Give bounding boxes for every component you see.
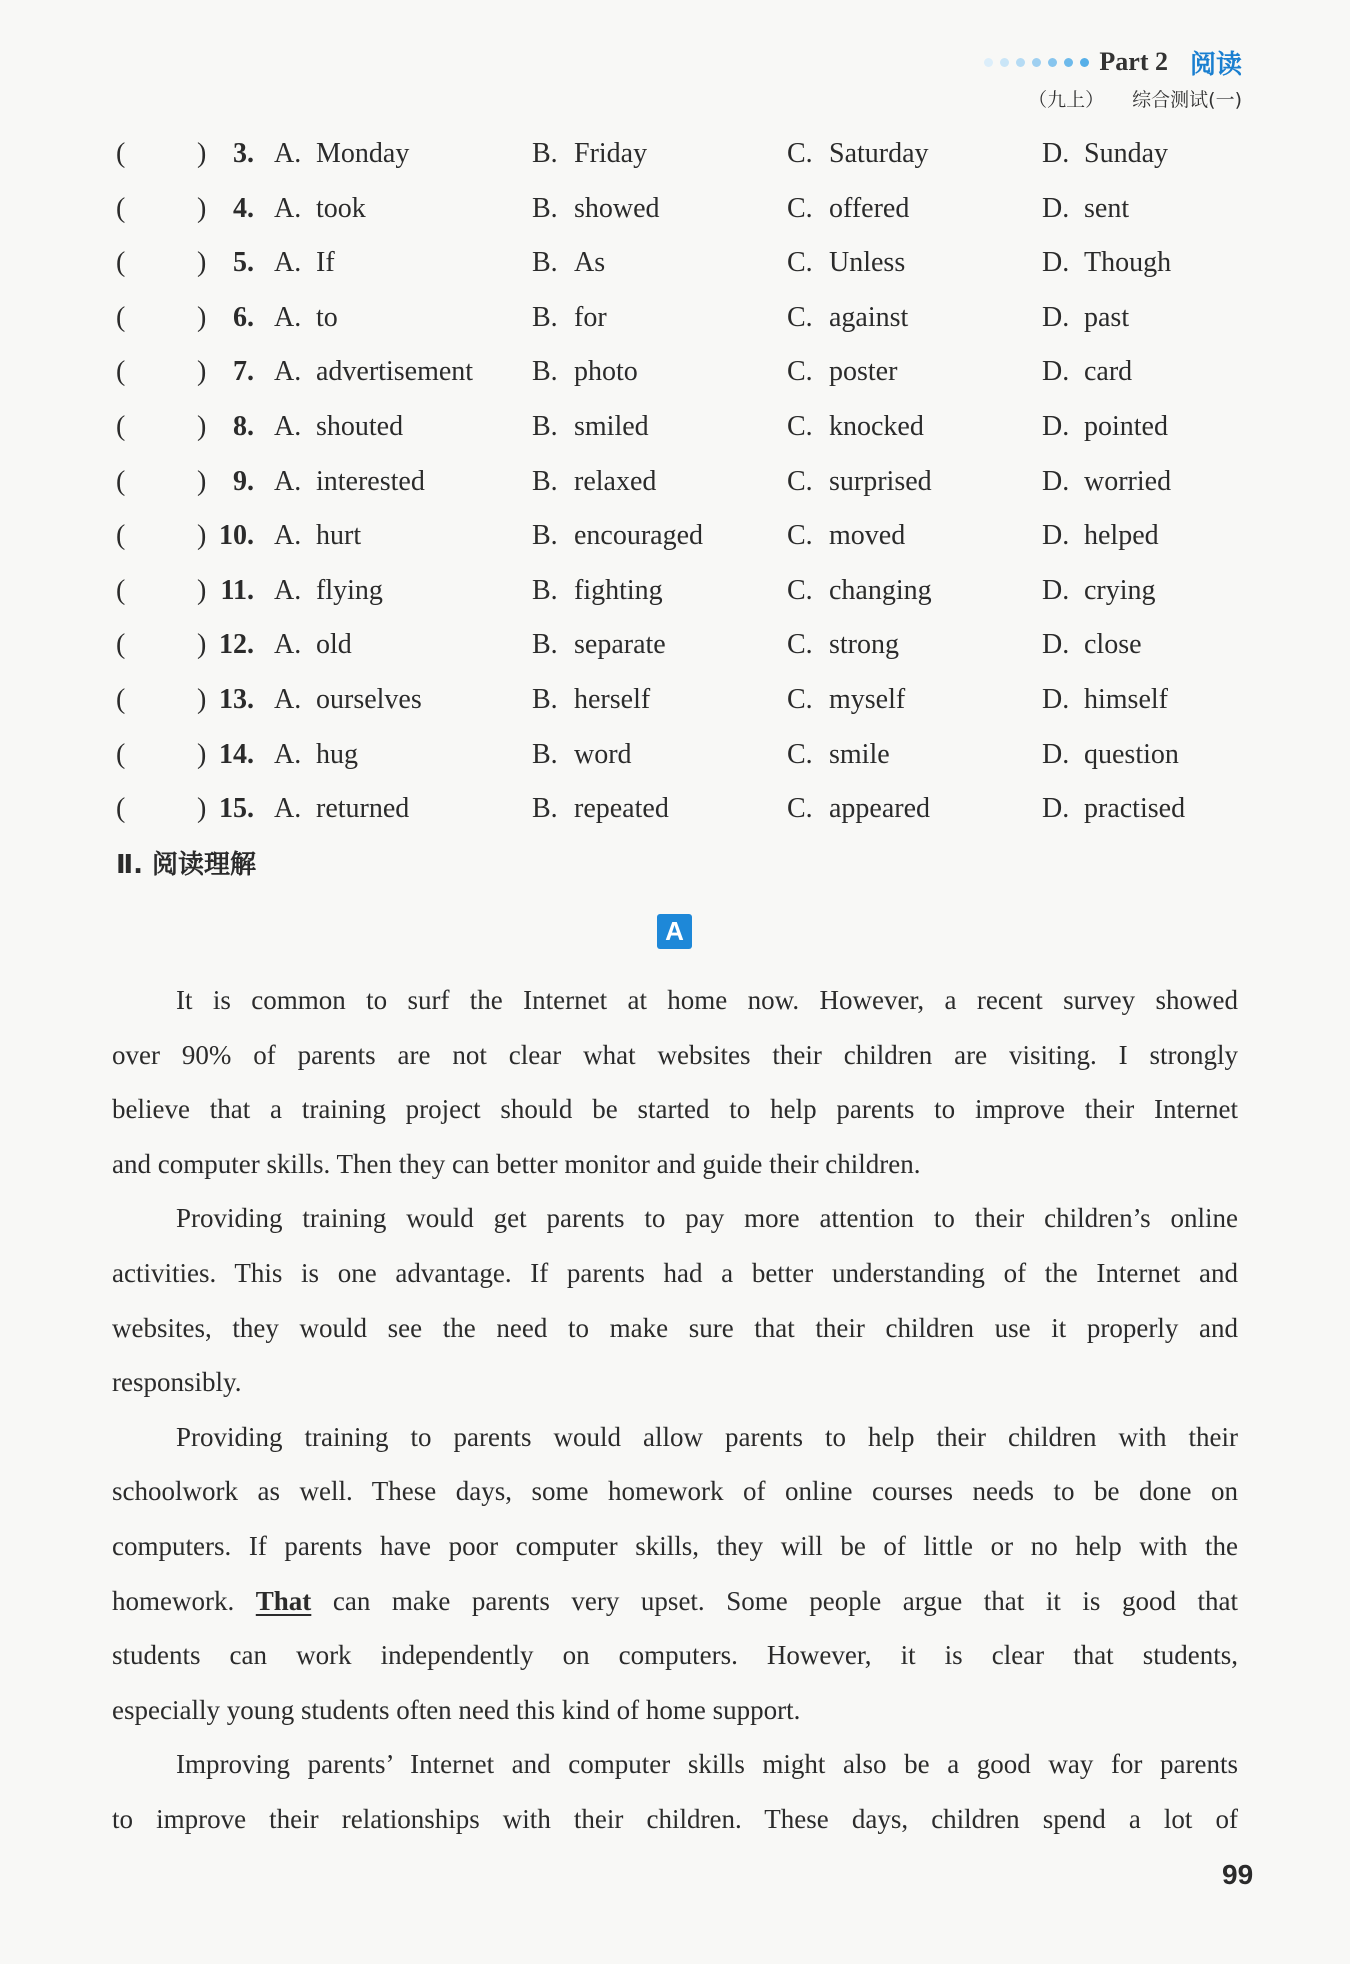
- option-text: crying: [1084, 574, 1156, 606]
- option-c: [787, 728, 890, 783]
- passage-line: computers. If parents have poor computer skills, they will be of little or no help with the: [112, 1530, 1238, 1561]
- option-letter: B.: [532, 411, 558, 442]
- emphasized-word: That: [255, 1585, 312, 1616]
- option-b: [532, 728, 632, 783]
- passage-label-badge: A: [657, 914, 692, 949]
- header-part: Part 2: [1099, 47, 1168, 76]
- question-number: 8.: [233, 411, 254, 442]
- paren-close: ): [197, 301, 207, 333]
- option-letter: B.: [532, 793, 558, 825]
- header-test: 综合测试(一): [1132, 88, 1242, 111]
- option-b: [532, 182, 660, 237]
- option-letter: D.: [1042, 356, 1070, 388]
- option-d: [1042, 400, 1168, 455]
- option-text: himself: [1084, 684, 1168, 715]
- option-a: [274, 345, 473, 400]
- option-d: [1042, 673, 1168, 728]
- option-a: [274, 509, 361, 564]
- passage-line: to improve their relationships with their children. These days, children spend a lot of: [112, 1803, 1238, 1834]
- option-letter: B.: [532, 247, 558, 279]
- question-number: 15.: [219, 793, 254, 825]
- option-text: As: [574, 247, 606, 279]
- question-number: 12.: [219, 629, 254, 661]
- passage-line: Providing training to parents would allow parents to help their children with their: [176, 1421, 1238, 1452]
- option-c: [787, 291, 908, 346]
- passage-text: homework.: [112, 1585, 256, 1616]
- passage-line: [112, 1574, 1238, 1629]
- passage-line: websites, they would see the need to make sure that their children use it properly and: [112, 1312, 1238, 1343]
- option-c: [787, 564, 932, 619]
- option-b: [532, 127, 647, 182]
- option-letter: D.: [1042, 684, 1070, 715]
- paren-close: ): [197, 629, 207, 661]
- option-letter: A.: [274, 738, 302, 770]
- paren-open: (: [116, 138, 126, 169]
- passage-line: Providing training would get parents to pay more attention to their children’s online: [176, 1203, 1238, 1234]
- option-letter: C.: [787, 465, 813, 497]
- option-text: Though: [1084, 247, 1172, 279]
- passage-line: It is common to surf the Internet at home now. However, a recent survey showed: [176, 985, 1238, 1015]
- option-text: practised: [1084, 793, 1186, 825]
- option-a: [274, 618, 352, 673]
- paren-open: (: [116, 301, 126, 333]
- paren-close: ): [197, 684, 207, 715]
- option-letter: B.: [532, 138, 558, 169]
- option-text: Saturday: [829, 138, 929, 169]
- paren-close: ): [197, 138, 207, 169]
- option-text: pointed: [1084, 411, 1168, 442]
- option-text: close: [1084, 629, 1142, 661]
- option-letter: D.: [1042, 738, 1070, 770]
- option-a: [274, 127, 409, 182]
- question-number: 7.: [233, 356, 254, 388]
- paren-open: (: [116, 192, 126, 224]
- header-grade: （九上）: [1028, 88, 1105, 111]
- paren-close: ): [197, 574, 207, 606]
- option-letter: A.: [274, 465, 302, 497]
- option-text: helped: [1084, 520, 1159, 552]
- question-row: [0, 728, 1350, 783]
- option-letter: C.: [787, 356, 813, 388]
- option-letter: B.: [532, 574, 558, 606]
- paren-open: (: [116, 411, 126, 442]
- paren-open: (: [116, 574, 126, 606]
- question-number: 13.: [219, 684, 254, 715]
- option-c: [787, 400, 924, 455]
- question-row: [0, 400, 1350, 455]
- option-letter: B.: [532, 520, 558, 552]
- option-a: [274, 182, 366, 237]
- option-text: separate: [574, 629, 666, 661]
- paren-close: ): [197, 192, 207, 224]
- option-a: [274, 728, 358, 783]
- option-text: If: [316, 247, 335, 279]
- option-letter: A.: [274, 192, 302, 224]
- option-letter: A.: [274, 793, 302, 825]
- option-text: smiled: [574, 411, 649, 442]
- option-a: [274, 236, 335, 291]
- option-d: [1042, 291, 1129, 346]
- option-text: relaxed: [574, 465, 657, 497]
- passage-text: can make parents very upset. Some people argue that it is good that: [311, 1585, 1238, 1616]
- option-letter: C.: [787, 520, 813, 552]
- option-letter: D.: [1042, 574, 1070, 606]
- option-b: [532, 345, 638, 400]
- question-number: 3.: [233, 138, 254, 169]
- option-letter: D.: [1042, 465, 1070, 497]
- option-text: returned: [316, 793, 410, 825]
- dot-icon: [984, 58, 993, 67]
- option-text: strong: [829, 629, 899, 661]
- option-letter: D.: [1042, 138, 1070, 169]
- option-d: [1042, 509, 1159, 564]
- passage-line: over 90% of parents are not clear what websites their children are visiting. I strongly: [112, 1039, 1238, 1070]
- question-row: [0, 291, 1350, 346]
- option-b: [532, 564, 663, 619]
- option-a: [274, 673, 422, 728]
- question-row: [0, 236, 1350, 291]
- option-letter: A.: [274, 411, 302, 442]
- option-letter: B.: [532, 684, 558, 715]
- dot-icon: [1048, 58, 1057, 67]
- option-b: [532, 400, 649, 455]
- paren-open: (: [116, 465, 126, 497]
- option-text: smile: [829, 738, 890, 770]
- option-text: hug: [316, 738, 358, 770]
- option-text: past: [1084, 301, 1130, 333]
- option-text: Monday: [316, 138, 410, 169]
- dot-icon: [1000, 58, 1009, 67]
- option-text: poster: [829, 356, 898, 388]
- option-text: question: [1084, 738, 1179, 770]
- option-text: Friday: [574, 138, 648, 169]
- header-section: 阅读: [1189, 49, 1242, 80]
- option-letter: B.: [532, 192, 558, 224]
- option-text: interested: [316, 465, 425, 497]
- option-b: [532, 509, 703, 564]
- option-letter: A.: [274, 138, 302, 169]
- question-row: [0, 345, 1350, 400]
- option-a: [274, 564, 383, 619]
- option-c: [787, 782, 930, 837]
- option-text: myself: [829, 684, 906, 715]
- option-text: worried: [1084, 465, 1172, 497]
- option-letter: C.: [787, 411, 813, 442]
- option-letter: C.: [787, 738, 813, 770]
- option-text: appeared: [829, 793, 931, 825]
- option-letter: B.: [532, 465, 558, 497]
- option-text: encouraged: [574, 520, 704, 552]
- option-text: fighting: [574, 574, 663, 606]
- option-b: [532, 455, 656, 510]
- option-letter: B.: [532, 356, 558, 388]
- option-letter: A.: [274, 684, 302, 715]
- paren-open: (: [116, 738, 126, 770]
- paren-close: ): [197, 247, 207, 279]
- question-row: [0, 618, 1350, 673]
- paren-close: ): [197, 411, 207, 442]
- option-c: [787, 509, 905, 564]
- question-number: 14.: [219, 738, 254, 770]
- option-letter: D.: [1042, 301, 1070, 333]
- option-d: [1042, 127, 1168, 182]
- option-letter: A.: [274, 301, 302, 333]
- passage-line: and computer skills. Then they can better monitor and guide their children.: [112, 1148, 921, 1179]
- option-d: [1042, 618, 1142, 673]
- option-a: [274, 455, 425, 510]
- option-c: [787, 618, 899, 673]
- option-b: [532, 618, 666, 673]
- option-text: shouted: [316, 411, 404, 442]
- option-text: hurt: [316, 520, 362, 552]
- option-text: surprised: [829, 465, 932, 497]
- option-text: repeated: [574, 793, 669, 825]
- option-d: [1042, 345, 1132, 400]
- question-row: [0, 564, 1350, 619]
- option-letter: C.: [787, 793, 813, 825]
- option-letter: A.: [274, 574, 302, 606]
- option-text: took: [316, 192, 366, 224]
- option-b: [532, 782, 669, 837]
- page-header: [977, 45, 1242, 79]
- question-number: 5.: [233, 247, 254, 279]
- question-number: 6.: [233, 301, 254, 333]
- option-letter: D.: [1042, 411, 1070, 442]
- option-text: advertisement: [316, 356, 474, 388]
- option-letter: C.: [787, 192, 813, 224]
- paren-close: ): [197, 793, 207, 825]
- option-text: Sunday: [1084, 138, 1168, 169]
- option-text: word: [574, 738, 632, 770]
- passage-line: responsibly.: [112, 1367, 242, 1398]
- option-letter: B.: [532, 301, 558, 333]
- option-text: against: [829, 301, 909, 333]
- option-text: moved: [829, 520, 906, 552]
- page-number: 99: [1222, 1859, 1254, 1890]
- option-letter: D.: [1042, 520, 1070, 552]
- header-dots-decoration: [977, 58, 1089, 67]
- paren-close: ): [197, 520, 207, 552]
- option-text: knocked: [829, 411, 924, 442]
- option-b: [532, 673, 650, 728]
- question-number: 9.: [233, 465, 254, 497]
- question-row: [0, 182, 1350, 237]
- option-letter: D.: [1042, 247, 1070, 279]
- option-a: [274, 400, 403, 455]
- option-b: [532, 236, 605, 291]
- option-d: [1042, 782, 1185, 837]
- passage-line: schoolwork as well. These days, some homework of online courses needs to be done on: [112, 1476, 1238, 1507]
- option-letter: A.: [274, 247, 302, 279]
- paren-open: (: [116, 520, 126, 552]
- option-text: showed: [574, 192, 660, 224]
- dot-icon: [1016, 58, 1025, 67]
- dot-icon: [1032, 58, 1041, 67]
- option-b: [532, 291, 607, 346]
- passage-line: especially young students often need this kind of home support.: [112, 1694, 801, 1725]
- page-subheader: [1028, 86, 1242, 110]
- passage-line: believe that a training project should be started to help parents to improve their Internet: [112, 1094, 1238, 1125]
- question-number: 4.: [233, 192, 254, 224]
- option-c: [787, 455, 932, 510]
- option-letter: B.: [532, 738, 558, 770]
- option-text: ourselves: [316, 684, 422, 715]
- option-text: herself: [574, 684, 651, 715]
- option-text: to: [316, 301, 338, 333]
- option-c: [787, 673, 905, 728]
- paren-open: (: [116, 684, 126, 715]
- reading-passage: [112, 973, 1238, 1847]
- option-letter: D.: [1042, 793, 1070, 825]
- option-a: [274, 782, 409, 837]
- option-a: [274, 291, 338, 346]
- option-letter: D.: [1042, 629, 1070, 661]
- option-text: Unless: [829, 247, 906, 279]
- option-letter: C.: [787, 684, 813, 715]
- paren-open: (: [116, 793, 126, 825]
- paren-open: (: [116, 247, 126, 279]
- option-text: changing: [829, 574, 932, 606]
- question-row: [0, 455, 1350, 510]
- option-text: flying: [316, 574, 383, 606]
- question-row: [0, 782, 1350, 837]
- section-heading: Ⅱ. 阅读理解: [116, 850, 257, 880]
- option-d: [1042, 236, 1171, 291]
- option-c: [787, 236, 905, 291]
- option-d: [1042, 455, 1171, 510]
- option-letter: B.: [532, 629, 558, 661]
- option-text: photo: [574, 356, 638, 388]
- option-text: card: [1084, 356, 1133, 388]
- question-number: 11.: [220, 574, 254, 606]
- option-letter: C.: [787, 138, 813, 169]
- option-letter: C.: [787, 574, 813, 606]
- option-letter: C.: [787, 301, 813, 333]
- question-row: [0, 127, 1350, 182]
- paren-close: ): [197, 356, 207, 388]
- option-d: [1042, 182, 1129, 237]
- paren-close: ): [197, 738, 207, 770]
- dot-icon: [1064, 58, 1073, 67]
- paren-open: (: [116, 629, 126, 661]
- option-d: [1042, 728, 1179, 783]
- passage-line: Improving parents’ Internet and computer skills might also be a good way for parents: [176, 1749, 1238, 1780]
- option-c: [787, 127, 929, 182]
- option-letter: D.: [1042, 192, 1070, 224]
- option-letter: A.: [274, 356, 302, 388]
- option-letter: C.: [787, 629, 813, 661]
- dot-icon: [1080, 58, 1089, 67]
- option-text: offered: [829, 192, 910, 224]
- option-text: sent: [1084, 192, 1130, 224]
- option-letter: C.: [787, 247, 813, 279]
- option-d: [1042, 564, 1156, 619]
- option-c: [787, 345, 897, 400]
- passage-line: activities. This is one advantage. If parents had a better understanding of the Internet and: [112, 1257, 1238, 1288]
- option-letter: A.: [274, 629, 302, 661]
- option-text: for: [574, 301, 607, 333]
- question-number: 10.: [219, 520, 254, 552]
- question-row: [0, 509, 1350, 564]
- paren-open: (: [116, 356, 126, 388]
- option-letter: A.: [274, 520, 302, 552]
- question-row: [0, 673, 1350, 728]
- option-text: old: [316, 629, 352, 661]
- paren-close: ): [197, 465, 207, 497]
- option-c: [787, 182, 909, 237]
- passage-line: students can work independently on computers. However, it is clear that students,: [112, 1640, 1238, 1671]
